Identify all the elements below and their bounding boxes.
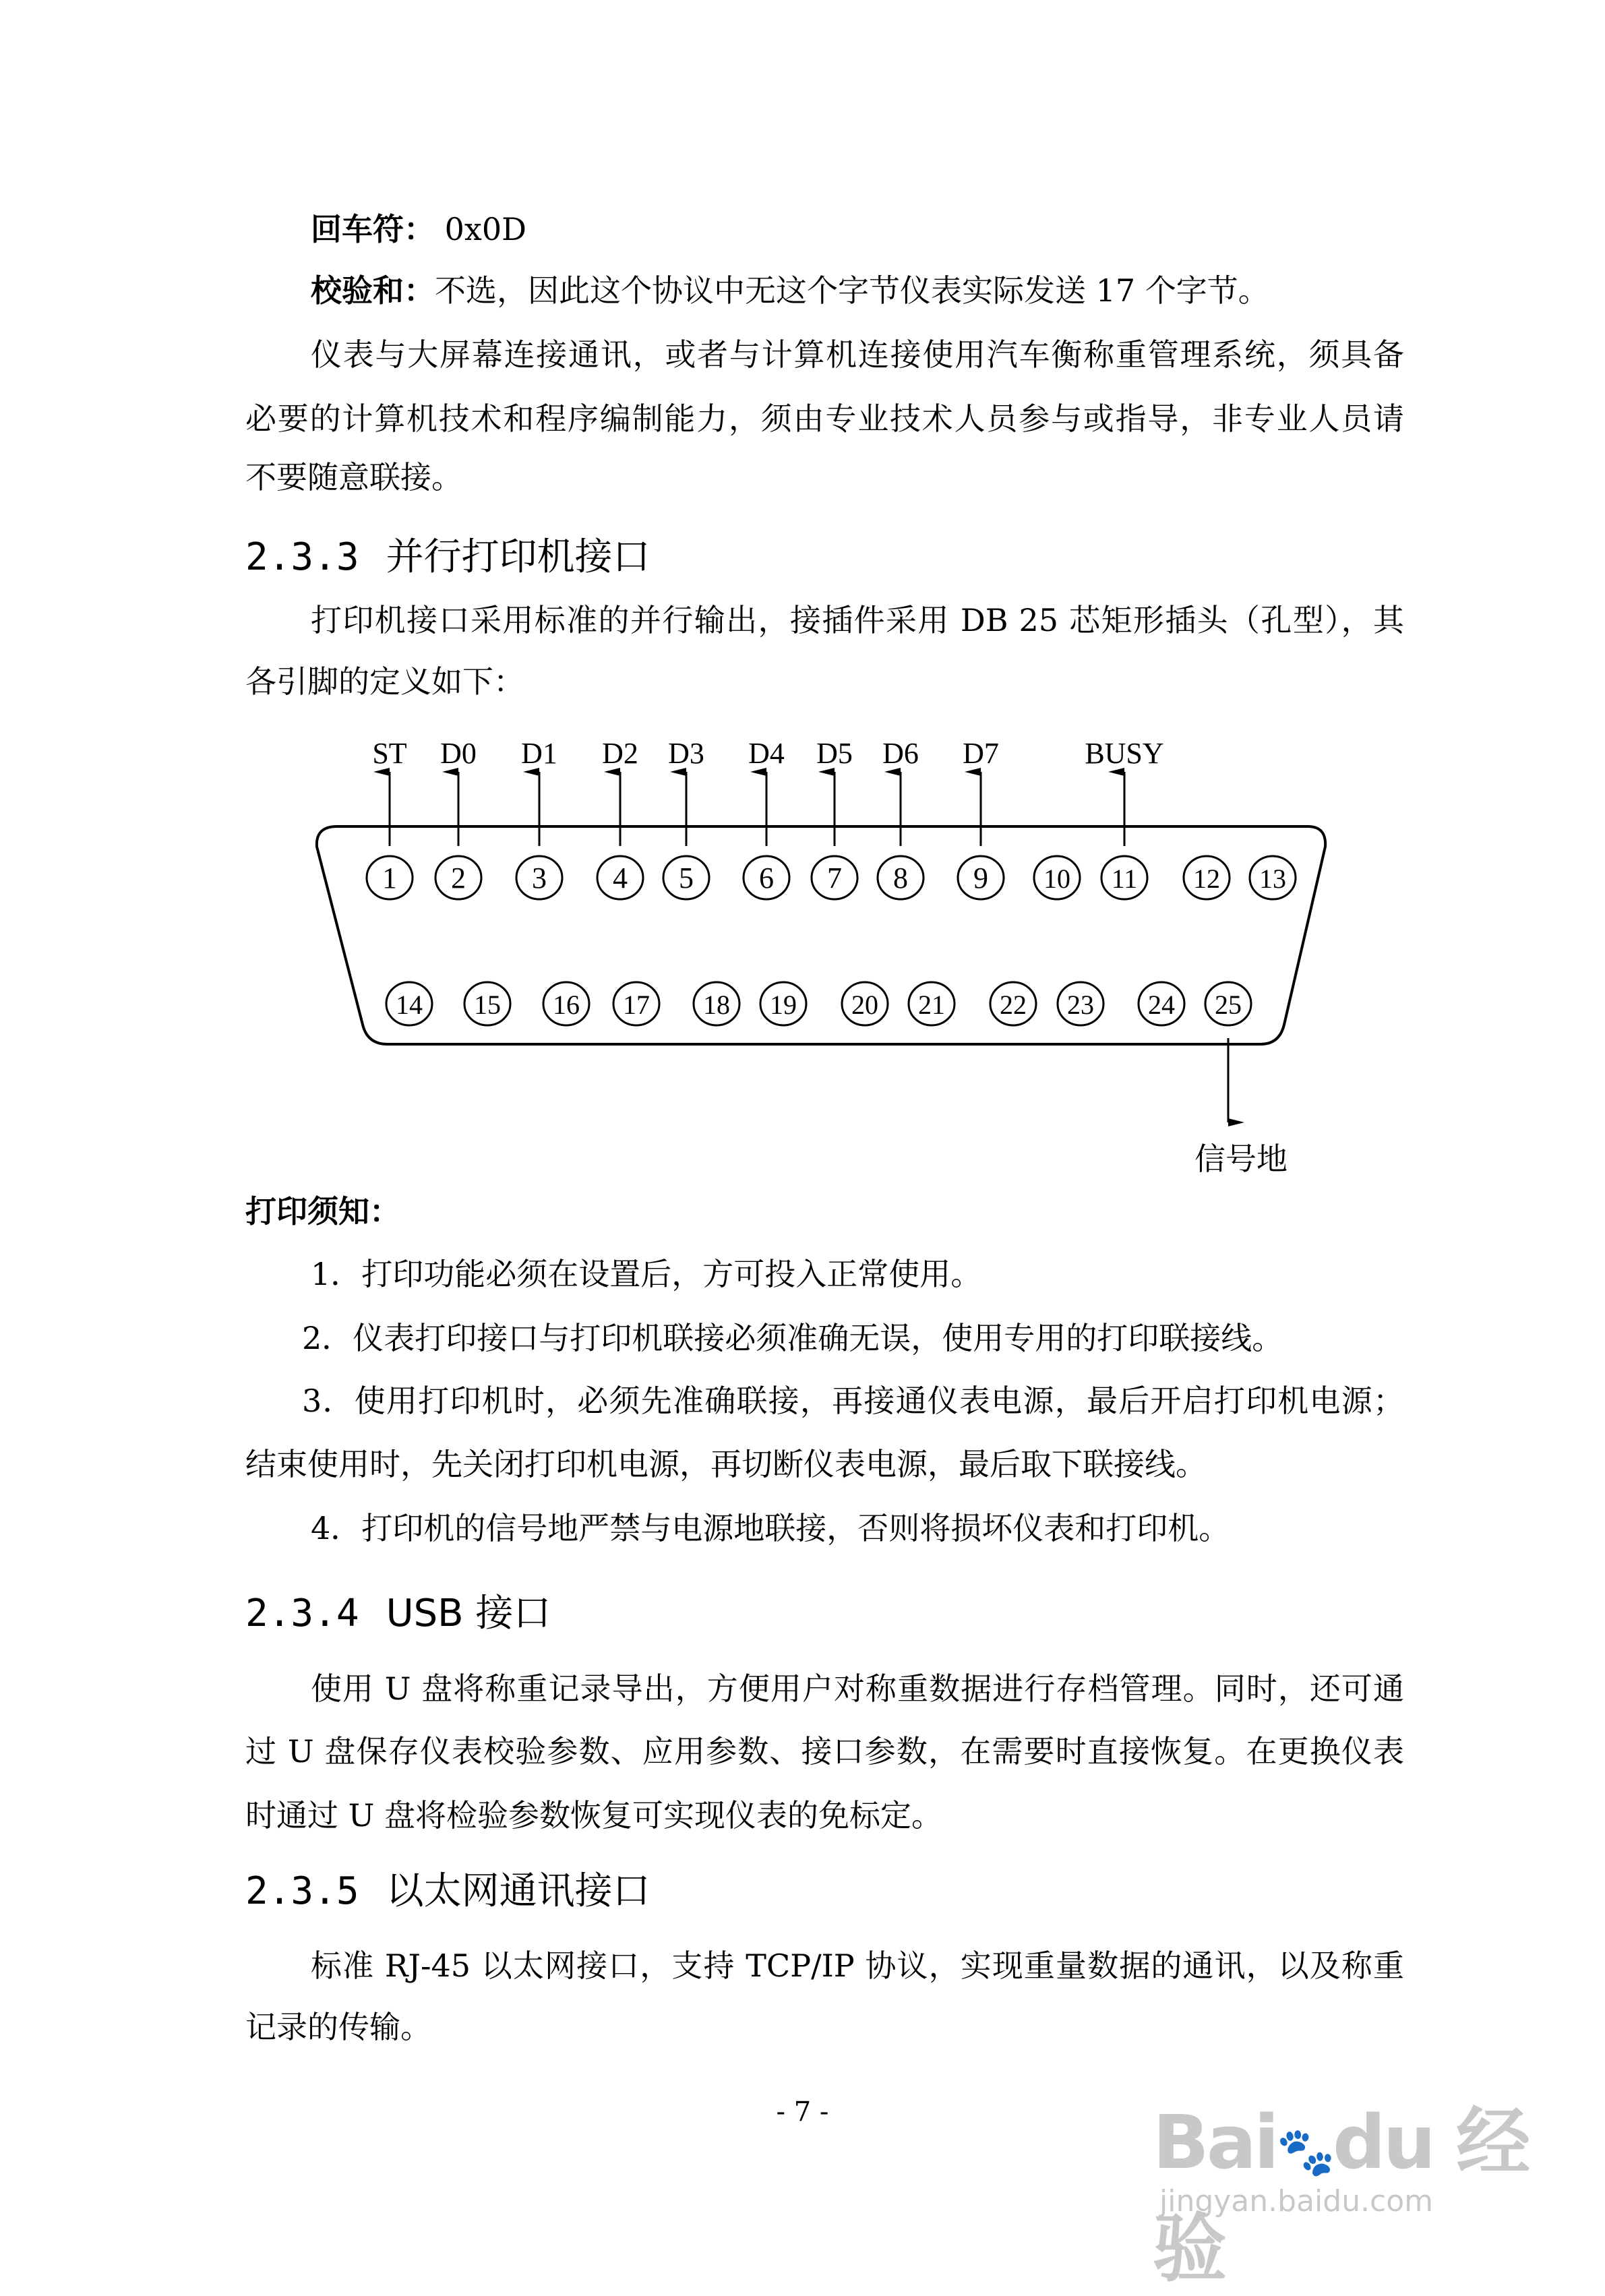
pin-number: 15 bbox=[474, 990, 501, 1020]
pin-number: 1 bbox=[382, 862, 397, 895]
pin-2 bbox=[435, 856, 481, 899]
pin-1 bbox=[367, 856, 413, 899]
note-item: 3．使用打印机时，必须先准确联接，再接通仪表电源，最后开启打印机电源； bbox=[302, 1383, 1404, 1419]
note-item: 结束使用时，先关闭打印机电源，再切断仪表电源，最后取下联接线。 bbox=[245, 1446, 1207, 1482]
note-item: 4．打印机的信号地严禁与电源地联接，否则将损坏仪表和打印机。 bbox=[311, 1510, 1230, 1546]
pin-4 bbox=[597, 856, 643, 899]
signal-label-d4: D4 bbox=[748, 737, 785, 770]
pin-15 bbox=[464, 982, 510, 1025]
pin-number: 21 bbox=[918, 990, 945, 1020]
paragraph-line: 时通过 U 盘将检验参数恢复可实现仪表的免标定。 bbox=[245, 1797, 943, 1834]
note-item: 1．打印功能必须在设置后，方可投入正常使用。 bbox=[311, 1256, 982, 1292]
note-item: 2．仪表打印接口与打印机联接必须准确无误，使用专用的打印联接线。 bbox=[302, 1320, 1283, 1356]
pin-25 bbox=[1205, 982, 1251, 1025]
signal-label-d5: D5 bbox=[816, 737, 853, 770]
watermark-logo: Bai🐾du 经验 bbox=[1153, 2099, 1528, 2292]
pin-number: 18 bbox=[703, 990, 730, 1020]
paragraph-line: 过 U 盘保存仪表校验参数、应用参数、接口参数，在需要时直接恢复。在更换仪表 bbox=[245, 1733, 1404, 1770]
pin-number: 3 bbox=[532, 862, 547, 895]
section-title: USB 接口 bbox=[386, 1592, 551, 1635]
cr-label: 回车符： bbox=[311, 211, 435, 247]
pin-10 bbox=[1034, 856, 1080, 899]
pin-number: 23 bbox=[1067, 990, 1094, 1020]
paragraph-line: 记录的传输。 bbox=[245, 2009, 431, 2045]
section-title: 并行打印机接口 bbox=[386, 535, 650, 579]
pin-7 bbox=[812, 856, 857, 899]
pin-21 bbox=[909, 982, 955, 1025]
pin-23 bbox=[1058, 982, 1103, 1025]
baidu-jingyan-watermark bbox=[1146, 2063, 1550, 2292]
pin-14 bbox=[386, 982, 432, 1025]
signal-label-d7: D7 bbox=[963, 737, 999, 770]
signal-label-st: ST bbox=[372, 737, 407, 770]
pin-number: 24 bbox=[1148, 990, 1175, 1020]
pin-20 bbox=[842, 982, 888, 1025]
section-number: 2.3.4 bbox=[245, 1592, 359, 1635]
cr-value: 0x0D bbox=[444, 211, 526, 247]
signal-label-d3: D3 bbox=[668, 737, 704, 770]
watermark-url: jingyan.baidu.com bbox=[1159, 2184, 1434, 2218]
section-title: 以太网通讯接口 bbox=[386, 1869, 650, 1913]
page-number: - 7 - bbox=[776, 2096, 829, 2127]
pin-number: 6 bbox=[759, 862, 774, 895]
pin-number: 13 bbox=[1259, 864, 1286, 894]
signal-label-d6: D6 bbox=[882, 737, 919, 770]
pin-11 bbox=[1101, 856, 1147, 899]
signal-label-d2: D2 bbox=[602, 737, 638, 770]
pin-13 bbox=[1250, 856, 1296, 899]
paragraph-line: 必要的计算机技术和程序编制能力，须由专业技术人员参与或指导，非专业人员请 bbox=[245, 400, 1404, 437]
pin-22 bbox=[990, 982, 1036, 1025]
pin-number: 4 bbox=[613, 862, 628, 895]
pin-24 bbox=[1139, 982, 1184, 1025]
paragraph-line: 不要随意联接。 bbox=[245, 459, 462, 495]
print-notes-title: 打印须知： bbox=[245, 1193, 400, 1230]
pin-number: 9 bbox=[973, 862, 988, 895]
signal-label-d1: D1 bbox=[521, 737, 557, 770]
section-heading-2-3-5 bbox=[245, 1869, 650, 1914]
pin-number: 10 bbox=[1043, 864, 1070, 894]
signal-label-d0: D0 bbox=[440, 737, 477, 770]
pin-6 bbox=[744, 856, 789, 899]
pin-number: 11 bbox=[1111, 864, 1138, 894]
signal-label-busy: BUSY bbox=[1085, 737, 1164, 770]
pin-number: 25 bbox=[1215, 990, 1242, 1020]
pin-19 bbox=[760, 982, 806, 1025]
paragraph-line: 标准 RJ-45 以太网接口，支持 TCP/IP 协议，实现重量数据的通讯，以及称重 bbox=[311, 1947, 1404, 1984]
pin-number: 8 bbox=[893, 862, 908, 895]
checksum-text: 不选，因此这个协议中无这个字节仪表实际发送 17 个字节。 bbox=[435, 272, 1269, 309]
pin-number: 12 bbox=[1193, 864, 1220, 894]
pin-number: 2 bbox=[451, 862, 466, 895]
checksum-label: 校验和： bbox=[311, 272, 435, 309]
pin-9 bbox=[958, 856, 1004, 899]
pin-8 bbox=[878, 856, 923, 899]
pin-5 bbox=[663, 856, 709, 899]
pin-number: 19 bbox=[770, 990, 797, 1020]
ground-label: 信号地 bbox=[1194, 1142, 1288, 1176]
pin-number: 14 bbox=[396, 990, 423, 1020]
pin-18 bbox=[694, 982, 739, 1025]
pin-number: 17 bbox=[623, 990, 650, 1020]
section-number: 2.3.3 bbox=[245, 535, 359, 579]
pin-12 bbox=[1184, 856, 1230, 899]
pin-number: 22 bbox=[1000, 990, 1027, 1020]
pin-number: 20 bbox=[851, 990, 878, 1020]
pin-16 bbox=[543, 982, 589, 1025]
pin-number: 16 bbox=[553, 990, 580, 1020]
section-heading-2-3-4 bbox=[245, 1592, 551, 1636]
paragraph-line: 仪表与大屏幕连接通讯，或者与计算机连接使用汽车衡称重管理系统，须具备 bbox=[311, 336, 1404, 373]
pin-3 bbox=[516, 856, 562, 899]
paragraph-line: 各引脚的定义如下： bbox=[245, 663, 524, 700]
pin-number: 5 bbox=[679, 862, 694, 895]
paragraph-line: 使用 U 盘将称重记录导出，方便用户对称重数据进行存档管理。同时，还可通 bbox=[311, 1670, 1404, 1707]
paragraph-line: 打印机接口采用标准的并行输出，接插件采用 DB 25 芯矩形插头（孔型），其 bbox=[311, 602, 1404, 638]
section-number: 2.3.5 bbox=[245, 1869, 359, 1913]
pin-17 bbox=[613, 982, 659, 1025]
pin-number: 7 bbox=[827, 862, 842, 895]
